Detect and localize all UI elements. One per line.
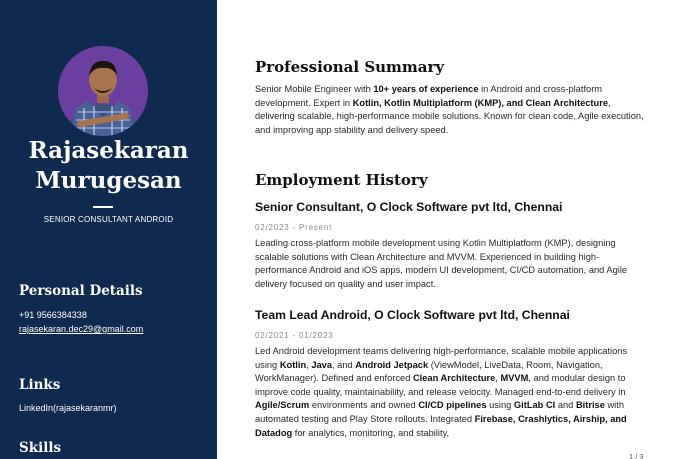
candidate-first-name: Rajasekaran <box>28 137 189 164</box>
profile-photo <box>58 46 148 136</box>
employment-history-heading: Employment History <box>255 171 428 189</box>
email-link[interactable]: rajasekaran.dec29@gmail.com <box>19 324 144 334</box>
job-dates-2: 02/2021 - 01/2023 <box>255 331 334 340</box>
page-number: 1 / 3 <box>629 452 644 459</box>
profile-photo-illustration <box>58 46 148 136</box>
emphasis-text: Android Jetpack <box>355 359 429 370</box>
emphasis-text: Kotlin, Kotlin Multiplatform (KMP), and Clean Architecture <box>352 97 608 108</box>
resume-sidebar <box>0 0 217 459</box>
body-text: , delivering scalable, high-performance mobile solutions. Known for clean code, Agile execution, and improving app stability and delivery speed. <box>255 97 644 135</box>
emphasis-text: CI/CD pipelines <box>418 400 487 411</box>
linkedin-link[interactable]: LinkedIn(rajasekaranmr) <box>19 403 117 413</box>
emphasis-text: Firebase, Crashlytics, Airship, and Datadog <box>255 413 627 438</box>
candidate-name <box>0 136 217 196</box>
body-text: (ViewModel, LiveData, Room, Navigation, WorkManager). Defined and enforced <box>255 359 603 384</box>
resume-main <box>217 0 680 459</box>
body-text: , <box>495 373 501 384</box>
phone-number: +91 9566384338 <box>19 310 87 320</box>
body-text: using <box>486 400 514 411</box>
job-description-1 <box>255 237 651 291</box>
job-description-2 <box>255 345 651 440</box>
job-title-2: Team Lead Android, O Clock Software pvt ltd, Chennai <box>255 308 570 322</box>
professional-summary-heading: Professional Summary <box>255 58 445 76</box>
emphasis-text: 10+ years of experience <box>373 84 479 94</box>
emphasis-text: MVVM <box>500 373 529 384</box>
body-text: Led Android development teams delivering high-performance, scalable mobile applications using <box>255 346 628 370</box>
emphasis-text: Java <box>311 359 333 370</box>
body-text: Senior Mobile Engineer with <box>255 84 374 94</box>
name-divider <box>93 206 113 208</box>
candidate-job-title: SENIOR CONSULTANT ANDROID <box>43 215 174 224</box>
body-text: , <box>306 359 312 370</box>
body-text: environments and owned <box>309 400 419 411</box>
body-text: , and <box>332 359 356 370</box>
links-heading: Links <box>19 377 61 393</box>
emphasis-text: Bitrise <box>575 400 605 411</box>
professional-summary-text <box>255 83 651 137</box>
body-text: Leading cross-platform mobile development using Kotlin Multiplatform (KMP), designing scalable solutions with Clean Architecture and MVVM. Experienced in building high-performance Android and iOS apps, modern UI development, CI/CD automation, and Agile delivery focused on quality and user impact. <box>255 238 628 289</box>
body-text: in Android and cross-platform development. Expert in <box>255 84 603 108</box>
emphasis-text: Clean Architecture <box>412 373 496 384</box>
candidate-last-name: Murugesan <box>35 167 182 194</box>
body-text: , and modular design to improve code quality, maintainability, and release velocity. Managed end-to-end delivery in <box>255 373 626 397</box>
skills-heading: Skills <box>19 440 62 456</box>
emphasis-text: GitLab CI <box>513 400 556 411</box>
body-text: with automated testing and Play Store rollouts. Integrated <box>255 400 624 424</box>
job-dates-1: 02/2023 - Present <box>255 223 333 232</box>
job-title-1: Senior Consultant, O Clock Software pvt ltd, Chennai <box>255 200 563 214</box>
personal-details-heading: Personal Details <box>19 283 143 299</box>
emphasis-text: Agile/Scrum <box>255 400 310 411</box>
body-text: and <box>555 400 576 411</box>
emphasis-text: Kotlin <box>279 359 307 370</box>
body-text: for analytics, monitoring, and stability, <box>292 427 450 438</box>
